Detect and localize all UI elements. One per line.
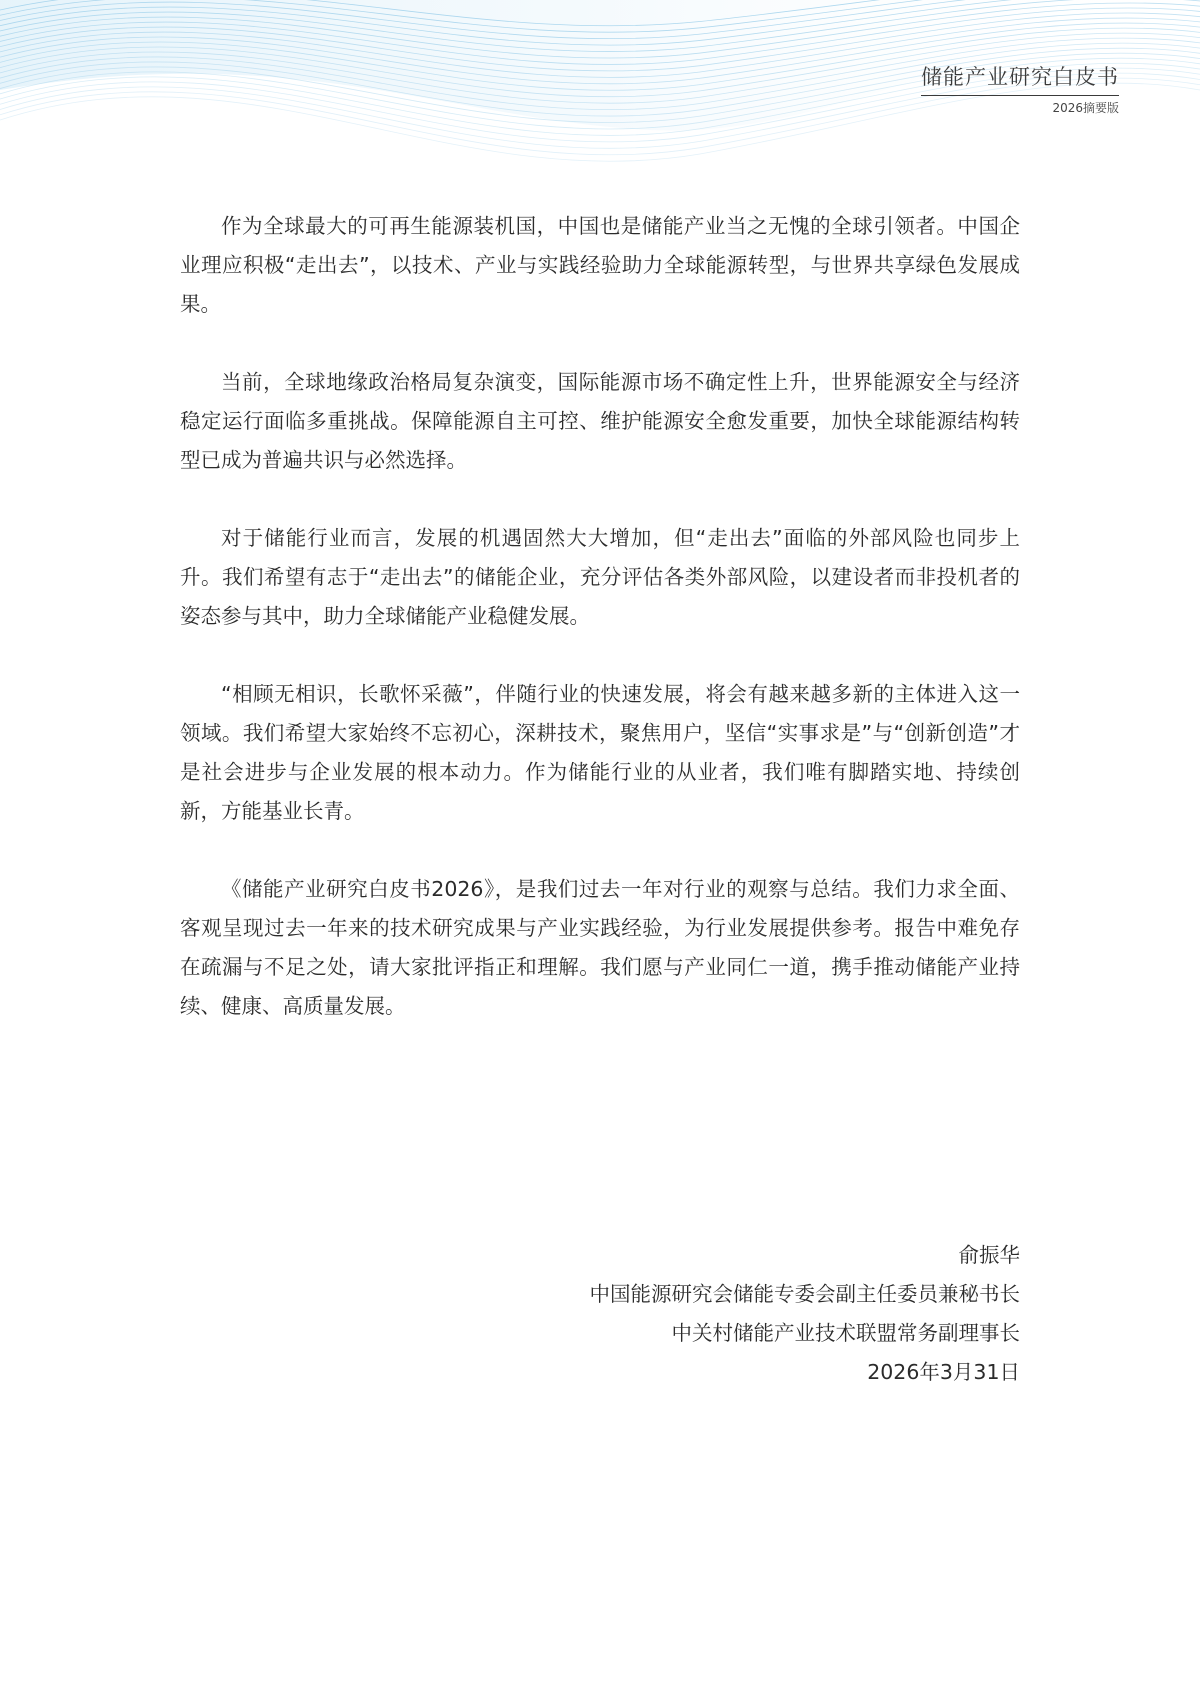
foreword-body — [180, 207, 1020, 1065]
running-header — [921, 64, 1119, 115]
paragraph: 当前，全球地缘政治格局复杂演变，国际能源市场不确定性上升，世界能源安全与经济稳定运行面临多重挑战。保障能源自主可控、维护能源安全愈发重要，加快全球能源结构转型已成为普遍共识与必然选择。 — [180, 370, 1020, 472]
paragraph: 对于储能行业而言，发展的机遇固然大大增加，但“走出去”面临的外部风险也同步上升。我们希望有志于“走出去”的储能企业，充分评估各类外部风险，以建设者而非投机者的姿态参与其中，助力全球储能产业稳健发展。 — [180, 526, 1020, 628]
document-edition: 2026摘要版 — [1052, 101, 1119, 115]
signatory-title-1: 中国能源研究会储能专委会副主任委员兼秘书长 — [589, 1282, 1020, 1306]
signatory-title-2: 中关村储能产业技术联盟常务副理事长 — [671, 1321, 1020, 1345]
signature-date: 2026年3月31日 — [867, 1360, 1020, 1384]
paragraph: 《储能产业研究白皮书2026》，是我们过去一年对行业的观察与总结。我们力求全面、客观呈现过去一年来的技术研究成果与产业实践经验，为行业发展提供参考。报告中难免存在疏漏与不足之处，请大家批评指正和理解。我们愿与产业同仁一道，携手推动储能产业持续、健康、高质量发展。 — [180, 877, 1020, 1018]
paragraph: “相顾无相识，长歌怀采薇”，伴随行业的快速发展，将会有越来越多新的主体进入这一领域。我们希望大家始终不忘初心，深耕技术，聚焦用户，坚信“实事求是”与“创新创造”才是社会进步与企业发展的根本动力。作为储能行业的从业者，我们唯有脚踏实地、持续创新，方能基业长青。 — [180, 682, 1020, 823]
document-title: 储能产业研究白皮书 — [921, 64, 1119, 96]
signature-block — [590, 1240, 1021, 1396]
signatory-name: 俞振华 — [958, 1243, 1020, 1267]
paragraph: 作为全球最大的可再生能源装机国，中国也是储能产业当之无愧的全球引领者。中国企业理应积极“走出去”，以技术、产业与实践经验助力全球能源转型，与世界共享绿色发展成果。 — [180, 214, 1020, 316]
